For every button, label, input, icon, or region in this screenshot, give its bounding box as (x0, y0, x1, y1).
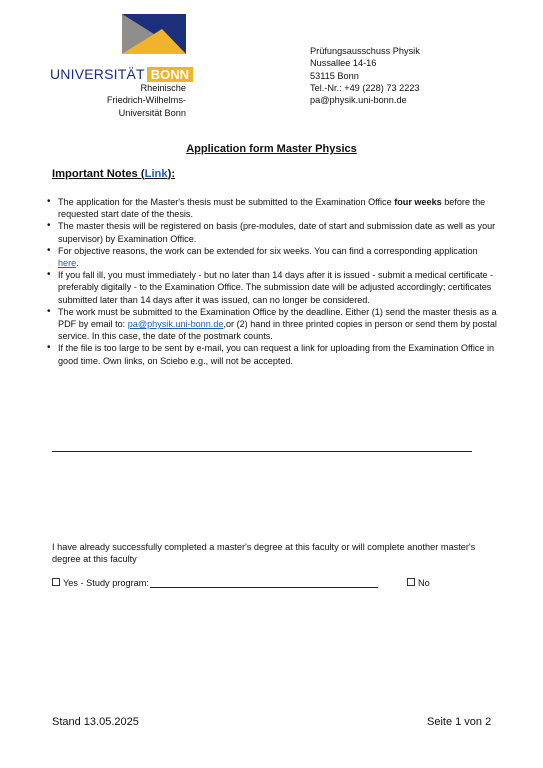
list-item (58, 196, 498, 220)
note-text: For objective reasons, the work can be extended for six weeks. You can find a corresponding application (58, 245, 478, 256)
extension-application-link[interactable]: here (58, 258, 77, 269)
note-text: The work must be submitted to the Examination Office by the deadline. Either (1) send the master thesis as a PDF by email to: (58, 306, 497, 330)
office-name: Prüfungsausschuss Physik (310, 46, 420, 56)
study-program-field[interactable] (150, 578, 378, 588)
list-item (58, 245, 498, 269)
address-left-line: Friedrich-Wilhelms- (106, 95, 186, 106)
note-text: The application for the Master's thesis must be submitted to the Examination Office (58, 197, 395, 207)
notes-list (58, 196, 498, 367)
note-text: before the requested start date of the thesis. (58, 197, 486, 220)
degree-statement: I have already successfully completed a master's degree at this faculty or will complete another master's degree at this faculty (52, 542, 476, 565)
list-item (58, 269, 498, 306)
yes-checkbox[interactable] (52, 578, 60, 586)
address-left-line: Rheinische (140, 83, 186, 93)
page-title: Application form Master Physics (186, 143, 357, 155)
notes-heading (52, 168, 175, 180)
option-no (407, 578, 430, 588)
note-text: The master thesis will be registered on basis (pre-modules, date of start and submission date as well as your supervisor) by Examination Office. (58, 221, 496, 244)
footer-date: Stand 13.05.2025 (52, 716, 139, 728)
no-checkbox[interactable] (407, 578, 415, 586)
note-text: If you fall ill, you must immediately - but no later than 14 days after it is issued - submit a medical certificate - preferably digitally - to the Examination Office. The submission date will be adjusted accordingly; certificates submitted later than 14 days after it was issued, can no longer be considered. (58, 270, 494, 305)
option-yes-label: Yes - Study program: (63, 578, 149, 588)
option-yes (52, 578, 378, 588)
note-text: . (76, 258, 79, 269)
office-email: pa@physik.uni-bonn.de (310, 95, 407, 106)
address-left-line: Universität Bonn (118, 107, 186, 118)
note-text: ,or (2) hand in three printed copies in person or send them by postal service. In this case, the date of the postmark counts. (58, 319, 497, 342)
office-address-block (310, 45, 420, 106)
logo-text-bonn: BONN (147, 67, 193, 82)
notes-heading-suffix: ): (167, 168, 176, 180)
note-emphasis: four weeks (394, 197, 442, 207)
notes-heading-prefix: Important Notes ( (52, 168, 145, 180)
footer-page-number: Seite 1 von 2 (427, 716, 492, 728)
office-street: Nussallee 14-16 (310, 58, 377, 69)
list-item (58, 306, 498, 343)
university-name-block (107, 82, 186, 119)
office-phone: Tel.-Nr.: +49 (228) 73 2223 (310, 82, 420, 93)
divider (52, 451, 472, 452)
email-link[interactable]: pa@physik.uni-bonn.de (127, 319, 224, 330)
logo-graphic (122, 14, 186, 54)
option-no-label: No (418, 578, 430, 588)
logo-wordmark (50, 66, 193, 82)
university-logo (50, 14, 190, 82)
note-text: If the file is too large to be sent by e-mail, you can request a link for uploading from the Examination Office in good time. Own links, on Sciebo e.g., will not be accepted. (58, 343, 495, 366)
logo-text-universitaet: UNIVERSITÄT (50, 66, 145, 82)
notes-link[interactable]: Link (144, 168, 168, 180)
list-item (58, 220, 498, 244)
office-city: 53115 Bonn (310, 70, 359, 81)
list-item (58, 342, 498, 366)
